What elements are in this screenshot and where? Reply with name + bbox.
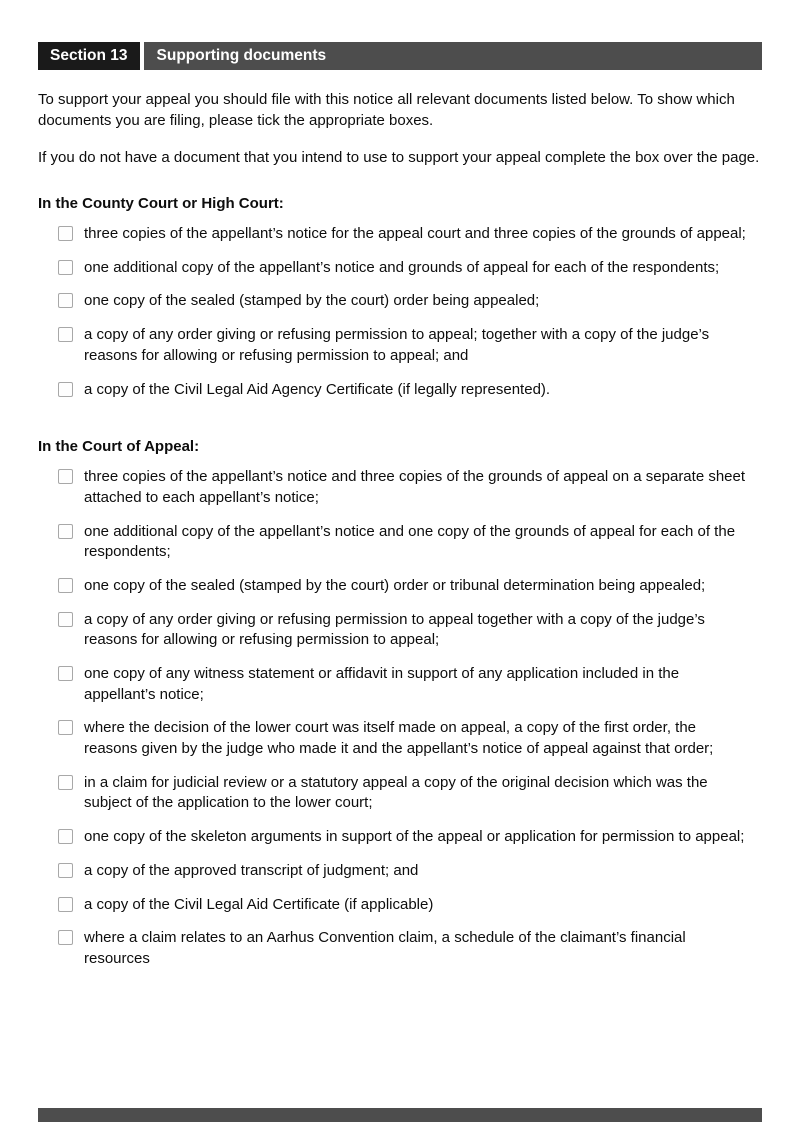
county-court-heading: In the County Court or High Court: <box>38 195 284 213</box>
checklist-item <box>38 610 762 651</box>
checklist-item <box>38 224 762 245</box>
checklist-item-label: a copy of any order giving or refusing permission to appeal together with a copy of the judge’s reasons for allowing or refusing permission to appeal; <box>84 610 705 649</box>
checkbox[interactable] <box>58 612 73 627</box>
checklist-item <box>38 773 762 814</box>
checklist-item-label: where the decision of the lower court was itself made on appeal, a copy of the first order, the reasons given by the judge who made it and the appellant’s notice of appeal against that order; <box>84 719 714 758</box>
checklist-item-label: three copies of the appellant’s notice for the appeal court and three copies of the grounds of appeal; <box>84 225 746 243</box>
section-number-label: Section 13 <box>38 42 140 70</box>
section-title: Supporting documents <box>144 42 762 70</box>
checklist-item-label: one copy of any witness statement or affidavit in support of any application included in the appellant’s notice; <box>84 665 680 703</box>
checkbox[interactable] <box>58 578 73 593</box>
checkbox[interactable] <box>58 720 73 735</box>
checklist-item-label: one copy of the sealed (stamped by the court) order or tribunal determination being appealed; <box>84 576 706 594</box>
checklist-item <box>38 522 762 563</box>
checklist-item <box>38 325 762 366</box>
checklist-item-label: where a claim relates to an Aarhus Convention claim, a schedule of the claimant’s financial resources <box>84 929 686 967</box>
checkbox[interactable] <box>58 226 73 241</box>
intro-paragraph-2: If you do not have a document that you intend to use to support your appeal complete the box over the page. <box>38 149 760 167</box>
checkbox[interactable] <box>58 775 73 790</box>
checklist-item <box>38 928 762 969</box>
checklist-item-label: in a claim for judicial review or a statutory appeal a copy of the original decision which was the subject of the application to the lower court; <box>84 773 708 812</box>
checklist-item-label: a copy of the Civil Legal Aid Agency Certificate (if legally represented). <box>84 380 551 398</box>
checkbox[interactable] <box>58 382 73 397</box>
court-of-appeal-heading: In the Court of Appeal: <box>38 438 200 456</box>
checklist-item-label: a copy of the approved transcript of judgment; and <box>84 861 419 879</box>
checklist-item <box>38 467 762 508</box>
checkbox[interactable] <box>58 524 73 539</box>
page-footer-bar <box>38 1108 762 1122</box>
checkbox[interactable] <box>58 829 73 844</box>
checklist-item <box>38 380 762 401</box>
checklist-item <box>38 576 762 597</box>
checkbox[interactable] <box>58 666 73 681</box>
checkbox[interactable] <box>58 863 73 878</box>
checkbox[interactable] <box>58 327 73 342</box>
section-header <box>38 42 762 70</box>
checklist-item <box>38 291 762 312</box>
checkbox[interactable] <box>58 469 73 484</box>
checklist-item <box>38 895 762 916</box>
checklist-item-label: one copy of the skeleton arguments in support of the appeal or application for permission to appeal; <box>84 828 745 846</box>
checklist-item <box>38 718 762 759</box>
intro-paragraph-1: To support your appeal you should file with this notice all relevant documents listed below. To show which documents you are filing, please tick the appropriate boxes. <box>38 91 735 129</box>
checkbox[interactable] <box>58 260 73 275</box>
checklist-item-label: a copy of the Civil Legal Aid Certificate (if applicable) <box>84 895 434 913</box>
checklist-item-label: a copy of any order giving or refusing permission to appeal; together with a copy of the judge’s reasons for allowing or refusing permission to appeal; and <box>84 326 710 364</box>
checklist-item <box>38 861 762 882</box>
checkbox[interactable] <box>58 293 73 308</box>
checkbox[interactable] <box>58 930 73 945</box>
checklist-item-label: three copies of the appellant’s notice and three copies of the grounds of appeal on a separate sheet attached to each appellant’s notice; <box>84 468 746 506</box>
checklist-item-label: one additional copy of the appellant’s notice and one copy of the grounds of appeal for each of the respondents; <box>84 522 736 561</box>
checklist-item <box>38 827 762 848</box>
checklist-item <box>38 664 762 705</box>
checkbox[interactable] <box>58 897 73 912</box>
checklist-item-label: one additional copy of the appellant’s notice and grounds of appeal for each of the respondents; <box>84 258 720 276</box>
checklist-item-label: one copy of the sealed (stamped by the court) order being appealed; <box>84 292 540 310</box>
checklist-item <box>38 258 762 279</box>
